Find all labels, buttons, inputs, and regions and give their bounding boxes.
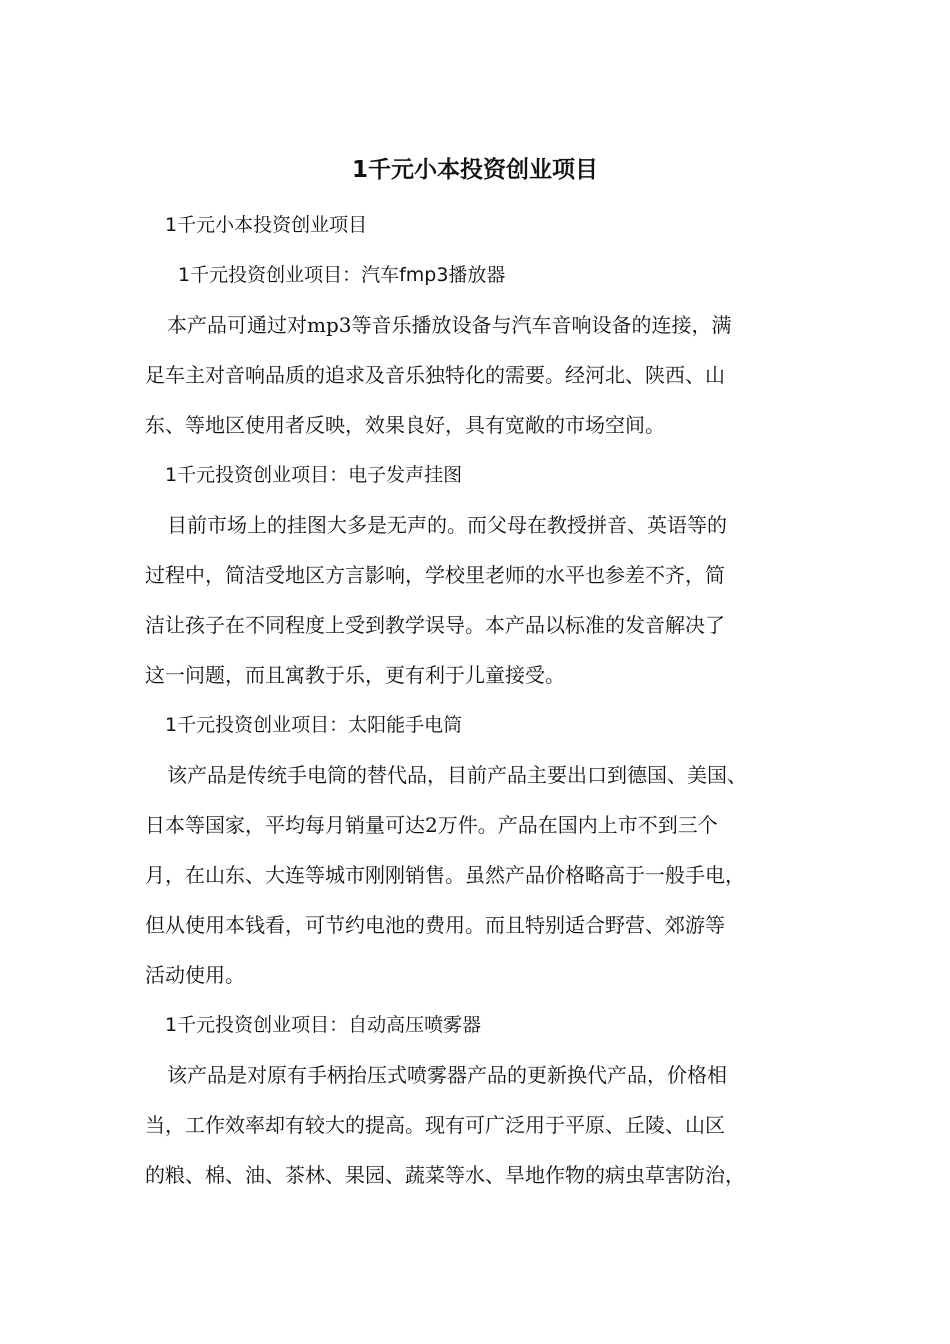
paragraph-line: 这一问题，而且寓教于乐，更有利于儿童接受。 (145, 663, 565, 687)
paragraph-line: 当，工作效率却有较大的提高。现有可广泛用于平原、丘陵、山区 (145, 1113, 725, 1137)
paragraph-line: 洁让孩子在不同程度上受到教学误导。本产品以标准的发音解决了 (145, 613, 725, 637)
section-heading-sound-chart: 1千元投资创业项目：电子发声挂图 (165, 464, 463, 486)
paragraph-line: 但从使用本钱看，可节约电池的费用。而且特别适合野营、郊游等 (145, 913, 725, 937)
paragraph-line: 目前市场上的挂图大多是无声的。而父母在教授拼音、英语等的 (167, 513, 727, 537)
paragraph-line: 东、等地区使用者反映，效果良好，具有宽敞的市场空间。 (145, 413, 665, 437)
paragraph-line: 的粮、棉、油、茶林、果园、蔬菜等水、旱地作物的病虫草害防治， (145, 1163, 745, 1187)
paragraph-line: 过程中，简洁受地区方言影响，学校里老师的水平也参差不齐，简 (145, 563, 725, 587)
paragraph-line: 活动使用。 (145, 963, 245, 987)
paragraph-line: 本产品可通过对mp3等音乐播放设备与汽车音响设备的连接，满 (167, 313, 732, 337)
document-title: 1千元小本投资创业项目 (351, 157, 598, 183)
section-heading-sprayer: 1千元投资创业项目：自动高压喷雾器 (165, 1014, 482, 1036)
paragraph-line: 月，在山东、大连等城市刚刚销售。虽然产品价格略高于一般手电， (145, 863, 745, 887)
section-heading-car-mp3: 1千元投资创业项目：汽车fmp3播放器 (178, 264, 506, 286)
paragraph-line: 足车主对音响品质的追求及音乐独特化的需要。经河北、陕西、山 (145, 363, 725, 387)
section-heading-solar-flashlight: 1千元投资创业项目：太阳能手电筒 (165, 714, 463, 736)
paragraph-line: 该产品是对原有手柄抬压式喷雾器产品的更新换代产品，价格相 (167, 1063, 727, 1087)
document-body (145, 200, 813, 1200)
paragraph-line: 该产品是传统手电筒的替代品，目前产品主要出口到德国、美国、 (167, 763, 747, 787)
paragraph-line: 日本等国家，平均每月销量可达2万件。产品在国内上市不到三个 (145, 813, 718, 837)
subtitle-line: 1千元小本投资创业项目 (165, 214, 368, 236)
